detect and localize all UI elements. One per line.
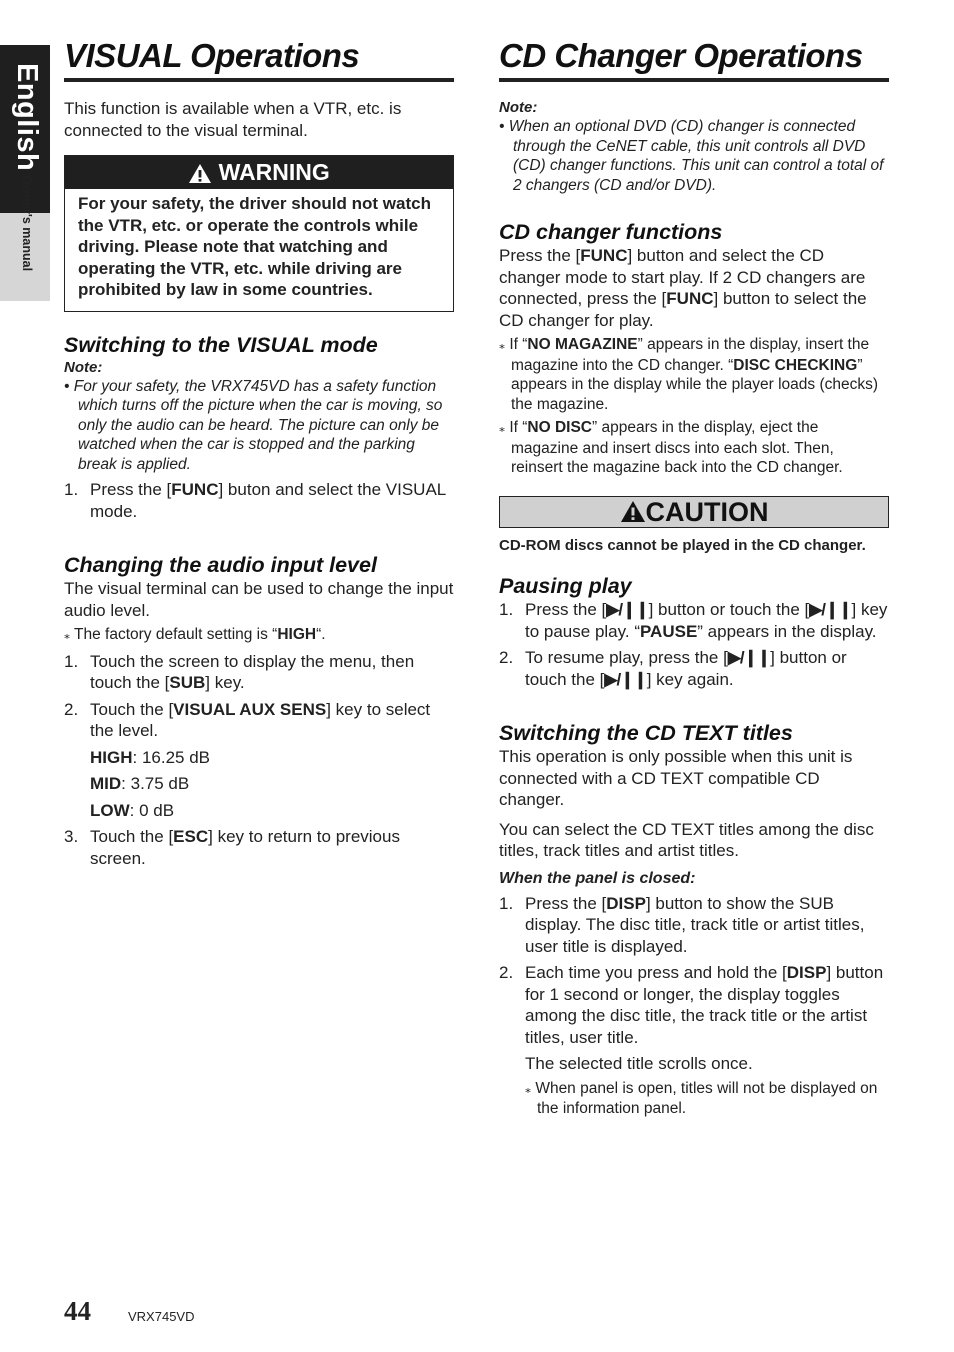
- level-name: LOW: [90, 800, 130, 820]
- step-number: 1.: [64, 651, 79, 671]
- cd-text-intro-2: You can select the CD TEXT titles among the disc titles, track titles and artist titles.: [499, 819, 874, 860]
- note-text: If “: [509, 419, 528, 436]
- step-number: 1.: [64, 480, 79, 499]
- step-number: 2.: [499, 963, 514, 982]
- level-mid: [64, 773, 454, 795]
- asterisk-icon: ⁎: [64, 628, 70, 642]
- cd-text-intro: This operation is only possible when this unit is connected with a CD TEXT compatible CD changer.: [499, 747, 853, 809]
- list-item: [499, 962, 889, 1048]
- step-text: ] buton and select the VISUAL mode.: [90, 480, 446, 521]
- key-name: ESC: [173, 827, 209, 846]
- key-name: FUNC: [580, 246, 628, 265]
- list-item: [64, 699, 454, 742]
- list-item: [499, 647, 889, 690]
- note-label: Note:: [64, 358, 103, 376]
- list-item: [64, 479, 454, 522]
- level-high: [64, 747, 454, 769]
- safety-note: • For your safety, the VRX745VD has a safety function which turns off the picture when the car is moving, so only the audio can be heard. The picture can only be watched when the car is stopped and the parking break is applied.: [64, 377, 443, 473]
- key-name: DISC CHECKING: [733, 356, 858, 374]
- level-name: MID: [90, 774, 122, 793]
- play-pause-icon: ▶/❙❙: [809, 600, 852, 619]
- level-value: : 0 dB: [129, 800, 175, 820]
- note-text: If “: [509, 336, 528, 353]
- step-text: ] button for 1 second or longer, the display toggles among the disc title, the track title or the artist titles, user title.: [525, 963, 884, 1047]
- step-text: Touch the [: [90, 699, 174, 719]
- warning-box: [64, 155, 454, 312]
- step-text: ] button or touch the [: [648, 600, 810, 619]
- caution-header: [499, 496, 889, 528]
- audio-intro: The visual terminal can be used to change the input audio level.: [64, 579, 454, 620]
- step-text: ] key.: [205, 673, 245, 692]
- note-text: When panel is open, titles will not be displayed on the information panel.: [535, 1079, 878, 1117]
- step-text: ] key to select the level.: [90, 699, 431, 740]
- key-name: FUNC: [666, 289, 714, 308]
- step-number: 1.: [499, 893, 514, 913]
- cd-changer-column: [499, 36, 889, 1119]
- step-text: Press the [: [90, 480, 172, 499]
- list-item: [64, 826, 454, 869]
- pausing-play-heading: Pausing play: [499, 574, 632, 598]
- play-pause-icon: ▶/❙❙: [606, 600, 649, 619]
- step-text: Press the [: [525, 600, 607, 619]
- step-text: ] button or touch the [: [525, 648, 847, 689]
- step-text: ] key again.: [646, 669, 734, 689]
- no-disc-note: [499, 418, 889, 478]
- key-name: FUNC: [171, 480, 219, 499]
- cd-changer-functions-heading: CD changer functions: [499, 220, 723, 244]
- caution-label: CAUTION: [645, 496, 769, 527]
- key-name: SUB: [169, 673, 206, 692]
- key-name: PAUSE: [639, 621, 698, 641]
- audio-steps-continued: [64, 826, 454, 869]
- asterisk-icon: ⁎: [499, 421, 505, 435]
- step-number: 2.: [499, 648, 514, 667]
- panel-closed-subheading: When the panel is closed:: [499, 869, 696, 887]
- model-name: VRX745VD: [128, 1309, 195, 1324]
- warning-text: For your safety, the driver should not watch the VTR, etc. or operate the controls while driving. Please note that watching and operating the VTR, etc. while driving are prohibited by law in some countries.: [78, 194, 431, 299]
- note-text: “.: [316, 626, 326, 643]
- visual-intro: This function is available when a VTR, etc. is connected to the visual terminal.: [64, 99, 402, 140]
- step-text: ] key to pause play. “: [525, 600, 888, 641]
- warning-triangle-icon: [188, 163, 212, 184]
- cd-text-steps: [499, 893, 889, 1049]
- pausing-steps: [499, 599, 889, 690]
- scroll-once-text: The selected title scrolls once.: [525, 1054, 753, 1073]
- panel-open-note: [525, 1079, 889, 1119]
- key-name: HIGH: [277, 626, 317, 643]
- step-number: 3.: [64, 827, 79, 846]
- caution-text: CD-ROM discs cannot be played in the CD changer.: [499, 536, 866, 554]
- warning-label: WARNING: [218, 159, 330, 185]
- visual-operations-title: VISUAL Operations: [64, 36, 454, 82]
- step-text: Each time you press and hold the [: [525, 963, 787, 982]
- body-text: ] button to select the CD changer for play.: [499, 289, 867, 330]
- step-text: ] key to return to previous screen.: [90, 827, 400, 868]
- note-text: ” appears in the display, insert the magazine into the CD changer. “: [511, 336, 870, 374]
- step-text: To resume play, press the [: [525, 648, 728, 667]
- cenet-note: • When an optional DVD (CD) changer is connected through the CeNET cable, this unit controls all DVD (CD) changer functions. This unit can control a total of 2 changers (CD and/or DVD).: [499, 118, 884, 194]
- body-text: Press the [: [499, 246, 581, 265]
- key-name: NO MAGAZINE: [527, 336, 638, 353]
- play-pause-icon: ▶/❙❙: [604, 669, 647, 689]
- cd-text-heading: Switching the CD TEXT titles: [499, 721, 793, 745]
- step-text: Touch the [: [90, 827, 174, 846]
- language-side-tab: [0, 45, 50, 301]
- warning-header: [65, 156, 453, 189]
- level-value: : 3.75 dB: [121, 774, 190, 793]
- audio-steps: [64, 651, 454, 742]
- asterisk-icon: ⁎: [525, 1081, 531, 1096]
- key-name: DISP: [606, 893, 646, 913]
- step-number: 2.: [64, 699, 79, 719]
- key-name: DISP: [786, 963, 827, 982]
- note-label: Note:: [499, 99, 538, 116]
- page-number: 44: [64, 1296, 91, 1326]
- step-number: 1.: [499, 600, 514, 619]
- level-name: HIGH: [90, 747, 133, 767]
- note-text: ” appears in the display while the player loads (checks) the magazine.: [511, 356, 879, 413]
- body-text: ] button and select the CD changer mode to start play. If 2 CD changers are connected, press the [: [499, 246, 866, 308]
- switching-visual-heading: Switching to the VISUAL mode: [64, 332, 378, 357]
- asterisk-icon: ⁎: [499, 338, 505, 352]
- level-low: [64, 800, 454, 822]
- manual-label: Owner's manual: [20, 175, 34, 272]
- step-text: ” appears in the display.: [697, 621, 877, 641]
- caution-triangle-icon: [620, 500, 646, 523]
- key-name: VISUAL AUX SENS: [173, 699, 327, 719]
- list-item: [499, 893, 889, 958]
- switching-steps: [64, 479, 454, 522]
- no-magazine-note: [499, 335, 889, 414]
- key-name: NO DISC: [527, 419, 592, 436]
- cd-changer-title: CD Changer Operations: [499, 36, 889, 82]
- language-label: English: [11, 63, 43, 172]
- list-item: [64, 651, 454, 694]
- step-text: Press the [: [525, 893, 607, 913]
- note-text: ” appears in the display, eject the magazine and insert discs into each slot. Then, reinsert the magazine back into the CD changer.: [511, 419, 843, 476]
- step-text: Touch the screen to display the menu, then touch the [: [90, 651, 415, 692]
- step-text: ] button to show the SUB display. The disc title, track title or artist titles, user title is displayed.: [525, 893, 865, 956]
- functions-text: [499, 245, 889, 331]
- level-value: : 16.25 dB: [132, 747, 211, 767]
- audio-input-heading: Changing the audio input level: [64, 553, 377, 577]
- factory-default-note: [64, 625, 454, 646]
- note-text: The factory default setting is “: [74, 626, 278, 643]
- play-pause-icon: ▶/❙❙: [727, 648, 771, 667]
- list-item: [499, 599, 889, 642]
- visual-operations-column: [64, 36, 454, 869]
